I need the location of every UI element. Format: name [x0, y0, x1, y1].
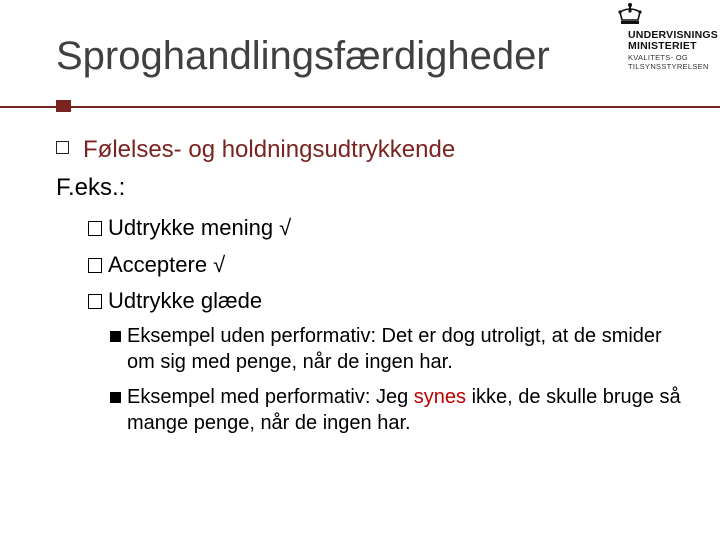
highlighted-word: synes — [413, 386, 467, 408]
heading-text: Følelses- og holdningsudtrykkende — [83, 136, 456, 163]
bullet-heading — [56, 136, 455, 164]
example-text-after: ikke, de skulle bruge så mange penge, når de ingen har. — [127, 386, 681, 434]
list-item — [88, 288, 262, 314]
example-item — [110, 323, 686, 375]
list-item — [88, 252, 225, 278]
logo-line-3: KVALITETS- OG — [628, 53, 689, 62]
divider-accent-box — [56, 100, 71, 112]
checkbox-bullet-icon — [88, 221, 102, 236]
crown-icon — [616, 2, 644, 26]
example-label: F.eks.: — [56, 174, 126, 201]
example-text: Eksempel uden performativ: Det er dog utroligt, at de smider om sig med penge, når de ingen har. — [127, 325, 662, 373]
logo-line-1: UNDERVISNINGS — [628, 29, 718, 41]
logo-line-2: MINISTERIET — [628, 40, 697, 52]
slide-title: Sproghandlingsfærdigheder — [56, 34, 550, 78]
title-divider — [0, 106, 720, 108]
filled-square-bullet-icon — [110, 331, 121, 342]
example-text-before: Eksempel med performativ: Jeg — [127, 386, 414, 408]
list-item — [88, 215, 291, 241]
list-item-text: Udtrykke mening √ — [108, 215, 292, 240]
example-text — [127, 384, 686, 436]
ministry-logo — [614, 2, 718, 72]
list-item-text: Acceptere √ — [108, 252, 226, 277]
list-item-text: Udtrykke glæde — [108, 288, 263, 313]
checkbox-bullet-icon — [88, 294, 102, 309]
filled-square-bullet-icon — [110, 392, 121, 403]
hollow-square-bullet-icon — [56, 141, 69, 154]
checkbox-bullet-icon — [88, 258, 102, 273]
logo-line-4: TILSYNSSTYRELSEN — [628, 62, 709, 71]
example-item — [110, 384, 686, 436]
